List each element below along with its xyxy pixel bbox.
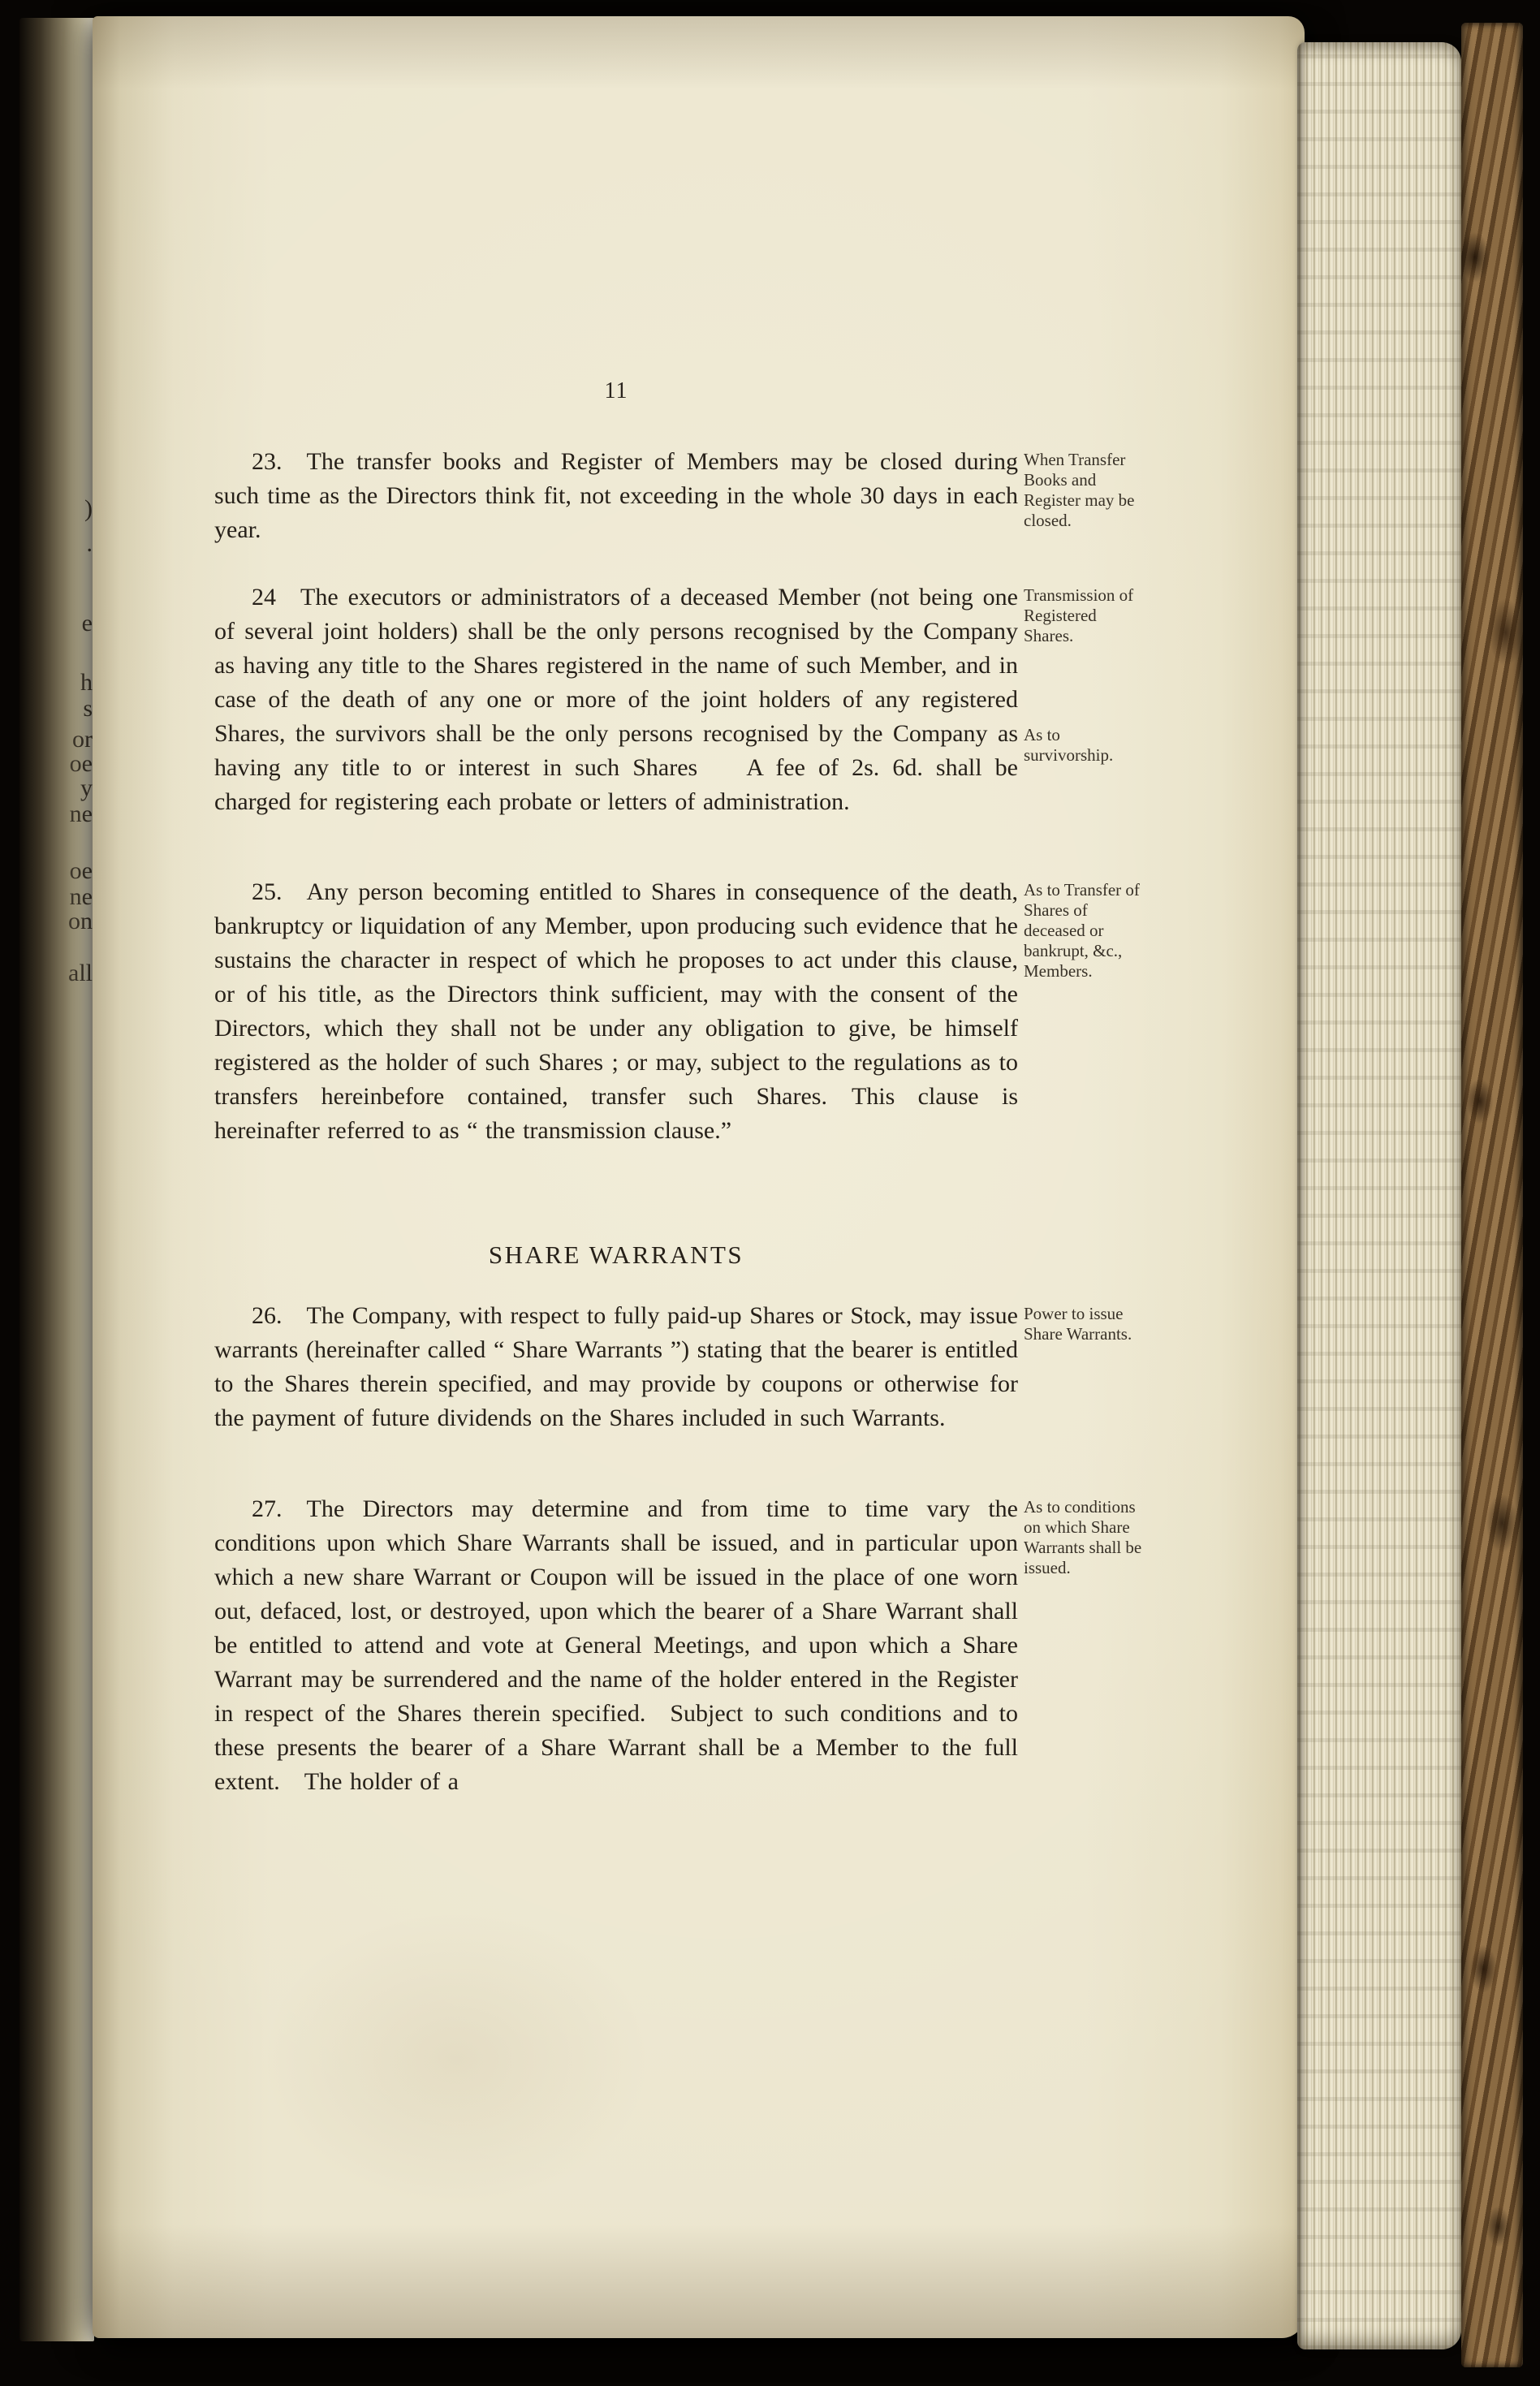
paragraph-body: 27. The Directors may determine and from time to time vary the conditions upon which Share Warrants shall be issued, and in particular upon which a new share Warrant or Coupon will be issued in the place of one worn out, defaced, lost, or destroyed, upon which the bearer of a Share Warrant shall be entitled to attend and vote at General Meetings, and upon which a Share Warrant may be surrendered and the name of the holder entered in the Register in respect of the Shares therein specified. Subject to such conditions and to these presents the bearer of a Share Warrant shall be a Member to the full extent. The holder of a (214, 1495, 1018, 1795)
margin-note: When Transfer Books and Register may be closed. (1024, 450, 1135, 530)
paragraph-26 (214, 1299, 1164, 1435)
paragraph-24 (214, 580, 1164, 819)
facing-page-text-fragment: ne (69, 883, 93, 910)
paragraph-body: 24 The executors or administrators of a deceased Member (not being one of several joint holders) shall be the only persons recognised by the Company as having any title to the Shares registered in the name of such Member, and in case of the death of any one or more of the joint holders of any registered Shares, the survivors shall be the only persons recognised by the Company as having any title to or interest in such Shares A fee of 2s. 6d. shall be charged for registering each probate or letters of administration. (214, 584, 1018, 815)
margin-note: As to Transfer of Shares of deceased or bankrupt, &c., Members. (1024, 880, 1140, 981)
margin-note: Power to issue Share Warrants. (1024, 1304, 1132, 1344)
facing-page-text-fragment: s (83, 695, 93, 722)
facing-page-text-fragment: on (68, 908, 93, 934)
facing-page-text-fragment: y (80, 774, 93, 801)
facing-page-edge (19, 18, 94, 2341)
facing-page-text-fragment: . (86, 530, 93, 557)
page-number: 11 (604, 378, 628, 403)
facing-page-text-fragment: oe (69, 750, 93, 777)
margin-note: As to survivorship. (1024, 725, 1114, 765)
paragraph-27 (214, 1492, 1164, 1799)
margin-note: Transmission of Registered Shares. (1024, 585, 1134, 645)
facing-page-text-fragment: ) (84, 495, 93, 522)
facing-page-text-fragment: oe (69, 857, 93, 884)
margin-note: As to conditions on which Share Warrants shall be issued. (1024, 1497, 1142, 1577)
book-cover-edge (1461, 23, 1523, 2367)
facing-page-text-fragment: all (68, 960, 93, 986)
facing-page-text-fragment: ne (69, 800, 93, 827)
page-edges (1297, 42, 1461, 2349)
facing-page-text-fragment: e (81, 610, 93, 636)
book-page (93, 16, 1305, 2338)
paragraph-body: 23. The transfer books and Register of Members may be closed during such time as the Directors think fit, not exceeding in the whole 30 days in each year. (214, 448, 1018, 543)
facing-page-text-fragment: or (72, 726, 93, 753)
paragraph-23 (214, 445, 1164, 547)
paragraph-25 (214, 875, 1164, 1148)
paragraph-body: 25. Any person becoming entitled to Shares in consequence of the death, bankruptcy or liquidation of any Member, upon producing such evidence that he sustains the character in respect of which he proposes to act under this clause, or of his title, as the Directors think sufficient, may with the consent of the Directors, which they shall not be under any obligation to give, be himself registered as the holder of such Shares ; or may, subject to the regulations as to transfers hereinbefore contained, transfer such Shares. This clause is hereinafter referred to as “ the transmission clause.” (214, 878, 1018, 1144)
paragraph-body: 26. The Company, with respect to fully paid-up Shares or Stock, may issue warrants (hereinafter called “ Share Warrants ”) stating that the bearer is entitled to the Shares therein specified, and may provide by coupons or otherwise for the payment of future dividends on the Shares included in such Warrants. (214, 1302, 1018, 1431)
section-heading: SHARE WARRANTS (488, 1240, 744, 1269)
facing-page-text-fragment: h (80, 669, 93, 696)
